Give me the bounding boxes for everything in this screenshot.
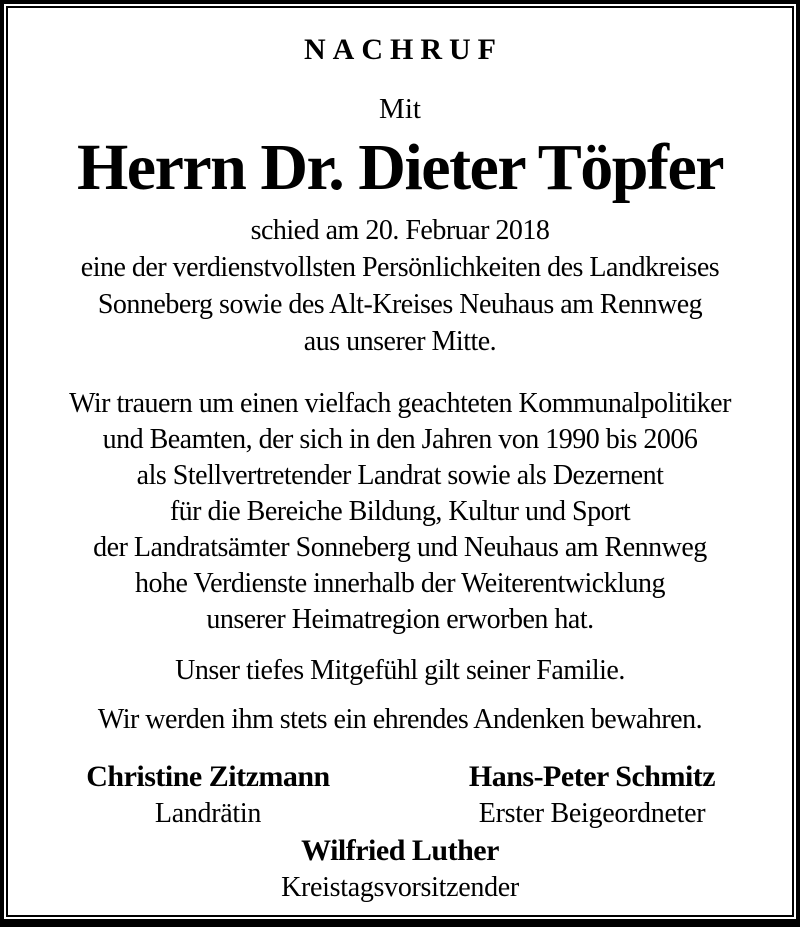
signatory-name: Christine Zitzmann: [86, 760, 330, 793]
signatory-role: Erster Beigeordneter: [478, 798, 706, 829]
signatory-center: [16, 832, 784, 906]
paragraph-mourning-line: Wir trauern um einen vielfach geachteten Kommunalpolitiker: [69, 388, 731, 419]
paragraph-mourning-line: der Landratsämter Sonneberg und Neuhaus am Rennweg: [93, 532, 707, 563]
deceased-name: Herrn Dr. Dieter Töpfer: [76, 131, 724, 204]
remembrance-sentence: Wir werden ihm stets ein ehrendes Andenken bewahren.: [97, 704, 703, 735]
paragraph-mourning-line: unserer Heimatregion erworben hat.: [206, 604, 594, 635]
signatory-right: [400, 758, 784, 832]
condolence-sentence: Unser tiefes Mitgefühl gilt seiner Familie.: [175, 655, 625, 686]
paragraph-mourning-line: als Stellvertretender Landrat sowie als Dezernent: [136, 460, 664, 491]
notice-title: NACHRUF: [304, 33, 503, 66]
paragraph-mourning-line: hohe Verdienste innerhalb der Weiterentwicklung: [135, 568, 665, 599]
notice-intro: Mit: [379, 93, 421, 125]
paragraph-death: [16, 212, 784, 360]
paragraph-mourning: [16, 386, 784, 638]
paragraph-death-line: eine der verdienstvollsten Persönlichkeiten des Landkreises: [80, 252, 720, 283]
inner-border-frame: [6, 6, 794, 917]
signatory-name: Wilfried Luther: [301, 834, 499, 867]
signatory-role: Landrätin: [154, 798, 262, 829]
signature-row: [16, 758, 784, 832]
signatory-role: Kreistagsvorsitzender: [281, 872, 519, 903]
paragraph-mourning-line: und Beamten, der sich in den Jahren von 1990 bis 2006: [102, 424, 698, 455]
signatory-name: Hans-Peter Schmitz: [468, 760, 716, 793]
paragraph-mourning-line: für die Bereiche Bildung, Kultur und Sport: [169, 496, 631, 527]
signatory-left: [16, 758, 400, 832]
paragraph-death-line: schied am 20. Februar 2018: [250, 215, 550, 246]
paragraph-death-line: Sonneberg sowie des Alt-Kreises Neuhaus am Rennweg: [97, 289, 703, 320]
signature-block: [16, 758, 784, 906]
paragraph-death-line: aus unserer Mitte.: [303, 326, 497, 357]
